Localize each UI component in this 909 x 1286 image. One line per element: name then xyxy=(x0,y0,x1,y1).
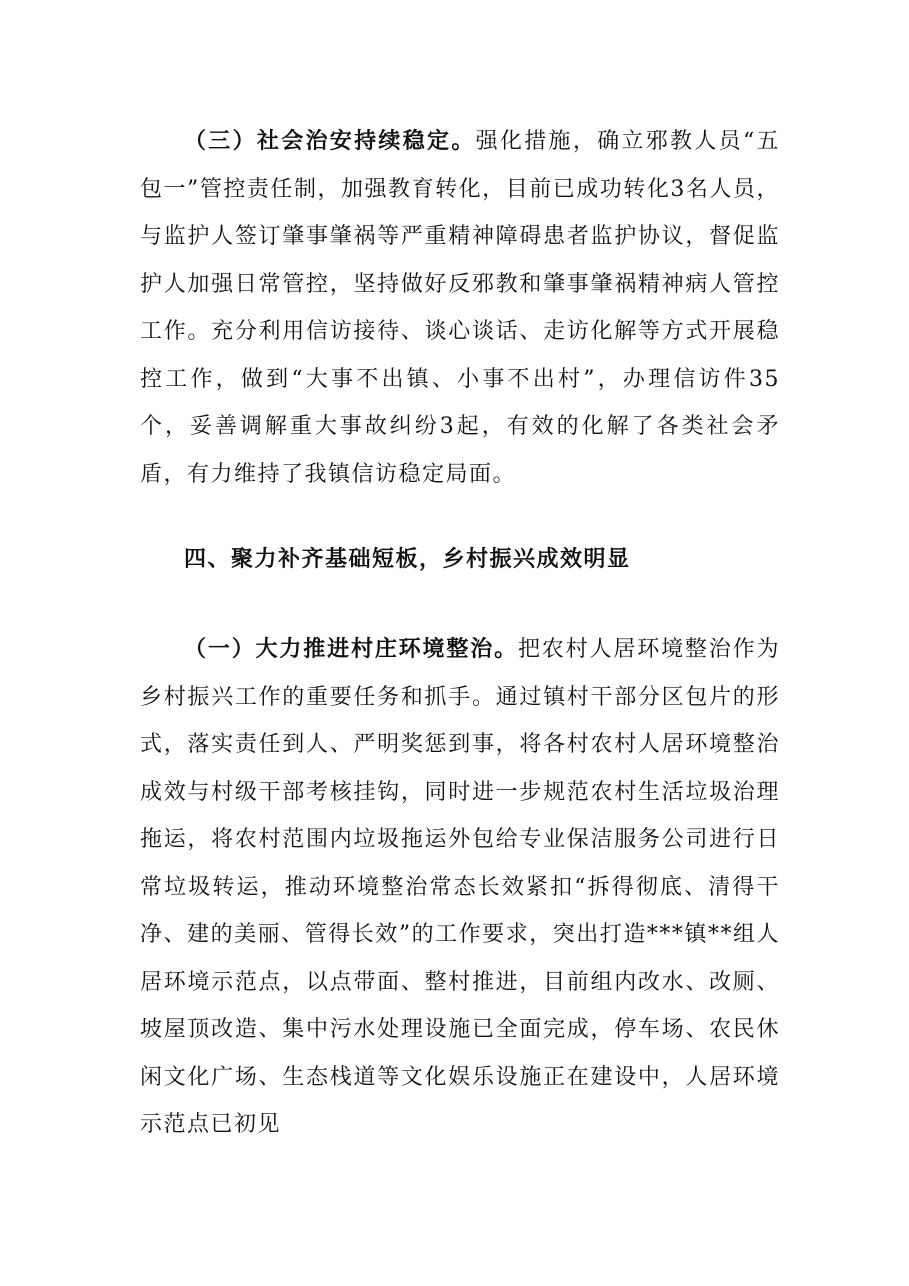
paragraph-village-environment xyxy=(140,626,780,1149)
paragraph-social-security xyxy=(140,118,780,498)
paragraph-lead-social-security: （三）社会治安持续稳定。 xyxy=(184,129,476,154)
paragraph-lead-village-environment: （一）大力推进村庄环境整治。 xyxy=(184,637,518,662)
paragraph-body-village-environment: 把农村人居环境整治作为乡村振兴工作的重要任务和抓手。通过镇村干部分区包片的形式，落实责任到人、严明奖惩到事，将各村农村人居环境整治成效与村级干部考核挂钩，同时进一步规范农村生活垃圾治理拖运，将农村范围内垃圾拖运外包给专业保洁服务公司进行日常垃圾转运，推动环境整治常态长效紧扣“拆得彻底、清得干净、建的美丽、管得长效”的工作要求，突出打造***镇**组人居环境示范点，以点带面、整村推进，目前组内改水、改厕、坡屋顶改造、集中污水处理设施已全面完成，停车场、农民休闲文化广场、生态栈道等文化娱乐设施正在建设中，人居环境示范点已初见 xyxy=(140,637,780,1137)
paragraph-body-social-security: 强化措施，确立邪教人员“五包一”管控责任制，加强教育转化，目前已成功转化3名人员，与监护人签订肇事肇祸等严重精神障碍患者监护协议，督促监护人加强日常管控，坚持做好反邪教和肇事肇祸精神病人管控工作。充分利用信访接待、谈心谈话、走访化解等方式开展稳控工作，做到“大事不出镇、小事不出村”，办理信访件35个，妥善调解重大事故纠纷3起，有效的化解了各类社会矛盾，有力维持了我镇信访稳定局面。 xyxy=(140,129,780,487)
section-heading-rural-revitalization: 四、聚力补齐基础短板，乡村振兴成效明显 xyxy=(184,547,631,572)
